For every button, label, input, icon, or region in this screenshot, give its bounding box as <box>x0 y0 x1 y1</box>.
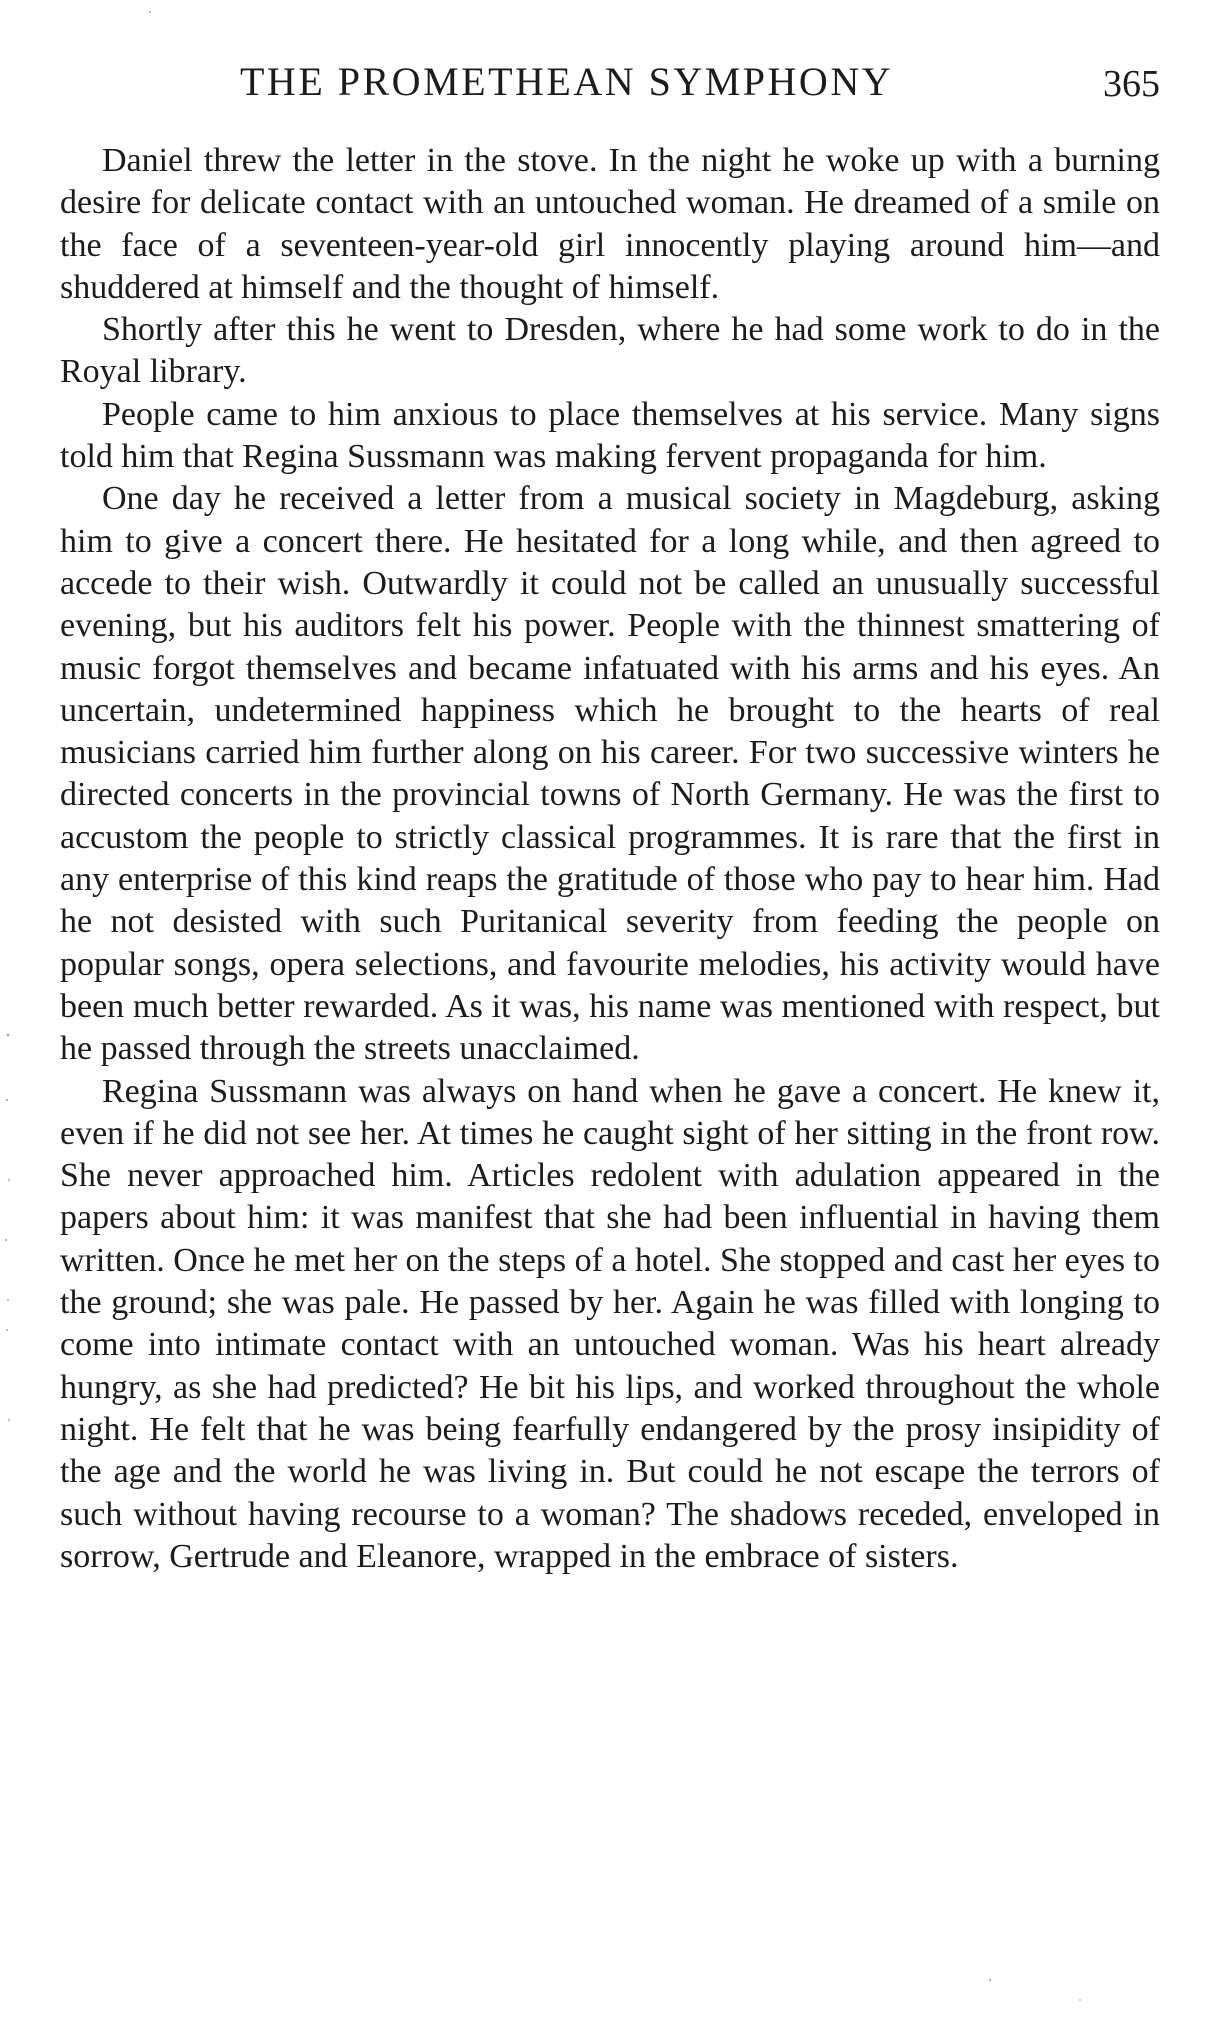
paragraph-5: Regina Sussmann was always on hand when he gave a concert. He knew it, even if he did not see her. At times he caught sight of her sitting in the front row. She never approached him. Articles redolent with adulation appeared in the papers about him: it was manifest that she had been influential in having them written. Once he met her on the steps of a hotel. She stopped and cast her eyes to the ground; she was pale. He passed by her. Again he was filled with longing to come into intimate contact with an untouched woman. Was his heart already hungry, as she had predicted? He bit his lips, and worked throughout the whole night. He felt that he was being fearfully endangered by the prosy insipidity of the age and the world he was living in. But could he not escape the terrors of such without having recourse to a woman? The shadows receded, enveloped in sorrow, Gertrude and Eleanore, wrapped in the embrace of sisters. <box>60 1072 1160 1575</box>
running-title: THE PROMETHEAN SYMPHONY <box>240 59 894 104</box>
body-text <box>60 140 1160 1578</box>
page-number: 365 <box>1103 63 1160 105</box>
paragraph-4: One day he received a letter from a musical society in Magdeburg, asking him to give a concert there. He hesitated for a long while, and then agreed to accede to their wish. Outwardly it could not be called an unusually successful evening, but his auditors felt his power. People with the thinnest smattering of music forgot themselves and became infatuated with his arms and his eyes. An uncertain, undetermined happiness which he brought to the hearts of real musicians carried him further along on his career. For two successive winters he directed concerts in the provincial towns of North Germany. He was the first to accustom the people to strictly classical programmes. It is rare that the first in any enterprise of this kind reaps the gratitude of those who pay to hear him. Had he not desisted with such Puritanical severity from feeding the people on popular songs, opera selections, and favourite melodies, his activity would have been much better rewarded. As it was, his name was mentioned with respect, but he passed through the streets unacclaimed. <box>60 480 1160 1068</box>
paragraph-1: Daniel threw the letter in the stove. In the night he woke up with a burning desire for delicate contact with an untouched woman. He dreamed of a smile on the face of a seventeen-year-old girl innocently playing around him—and shuddered at himself and the thought of himself. <box>60 142 1160 306</box>
paragraph-3: People came to him anxious to place themselves at his service. Many signs told him that Regina Sussmann was making fervent propaganda for him. <box>60 395 1160 476</box>
running-head <box>60 58 1160 108</box>
paragraph-2: Shortly after this he went to Dresden, where he had some work to do in the Royal library. <box>60 311 1160 391</box>
